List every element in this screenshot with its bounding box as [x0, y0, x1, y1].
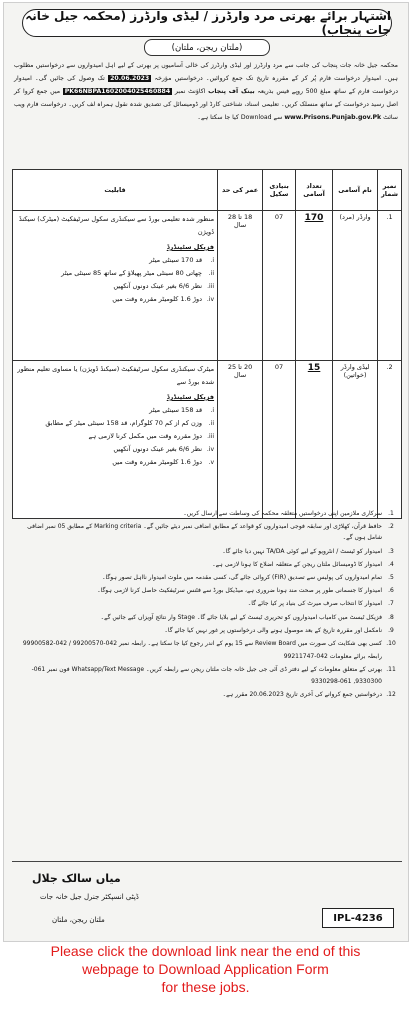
list-item: 11. بھرتی کے متعلق معلومات کے لیے دفتر ڈی آئی جی جیل خانہ جات ملتان ریجن سے رابطہ کریں۔ Whatsapp/Text Message فون نمبر 061-9330300, 061-9330298 — [31, 666, 396, 685]
download-notice-line: webpage to Download Application Form — [82, 961, 329, 977]
row-age: 18 تا 28 سال — [218, 211, 263, 361]
physical-item: iv.نظر 6/6 بغیر عینک دونوں آنکھیں — [113, 445, 215, 453]
signatory-name: میاں سالک جلال — [32, 872, 121, 885]
row-bps: 07 — [263, 361, 296, 519]
physical-standard-title: فزیکل سٹینڈرڈ — [166, 243, 215, 251]
signatory-title: ڈپٹی انسپکٹر جنرل جیل خانہ جات — [40, 893, 139, 901]
signatory-location: ملتان ریجن، ملتان — [52, 916, 105, 924]
list-item: 3. امیدوار کو ٹیسٹ / انٹرویو کے لیے کوئی TA/DA نہیں دیا جائے گا۔ — [222, 547, 394, 555]
qualification-text: منظور شدہ تعلیمی بورڈ سے سیکنڈری سکول سرٹیفکیٹ (میٹرک) سیکنڈ ڈویژن — [18, 215, 215, 236]
ad-title: اشتہار برائے بھرتی مرد وارڈرز / لیڈی وارڈرز (محکمہ جیل خانہ جات پنجاب) — [22, 9, 392, 37]
deadline-prefix: درخواستیں مؤرخہ — [154, 75, 203, 82]
row-post: وارڈر (مرد) — [333, 211, 378, 361]
download-notice — [0, 942, 411, 996]
col-header-age: عمر کی حد — [218, 170, 263, 211]
jobs-table — [12, 169, 402, 519]
col-header-no: نمبر شمار — [378, 170, 402, 211]
physical-item: ii.وزن کم از کم 70 کلوگرام، قد 158 سینٹی میٹر کے مطابق — [45, 419, 215, 427]
list-item: 4. امیدوار کا ڈومیسائل ملتان ریجن کے متعلقہ اضلاع کا ہونا لازمی ہے۔ — [212, 560, 394, 568]
download-notice-line: Please click the download link near the end of this — [50, 943, 361, 959]
row-count-value: 15 — [307, 363, 321, 373]
row-age: 20 تا 25 سال — [218, 361, 263, 519]
list-item: 1. سرکاری ملازمین اپنی درخواستیں متعلقہ محکمہ کی وساطت سے ارسال کریں۔ — [183, 510, 394, 517]
row-no: 1. — [378, 211, 402, 361]
signature-block — [12, 861, 402, 940]
physical-item: ii.چھاتی 80 سینٹی میٹر پھیلاؤ کے ساتھ 85 سینٹی میٹر — [61, 269, 215, 277]
list-item: رابطہ برائے معلومات 042-99211747 — [283, 653, 382, 661]
row-qualification — [13, 211, 218, 361]
website-prefix: درخواست فارم ویب سائٹ — [14, 101, 398, 121]
physical-item: i.قد 158 سینٹی میٹر — [149, 406, 215, 414]
intro-text: محکمہ جیل خانہ جات پنجاب کی جانب سے مرد وارڈرز اور لیڈی وارڈرز کی خالی آسامیوں پر بھرتی کے لیے اہل امیدواروں سے درخواستیں مطلوب ہیں۔ امیدوار درخواست فارم پُر کر کے مقررہ تاریخ تک جمع کروائیں۔ — [14, 62, 399, 82]
row-bps: 07 — [263, 211, 296, 361]
col-header-post: نام آسامی — [333, 170, 378, 211]
row-post: لیڈی وارڈر (خواتین) — [333, 361, 378, 519]
deadline-date: 20.06.2023 — [110, 75, 150, 82]
account-number: PK66NBPA1602004025460884 — [64, 88, 171, 95]
website-suffix: سے Download کیا جا سکتا ہے۔ — [197, 114, 283, 121]
intro-text-2: میں جمع کروا کر اصل رسید درخواست کے ساتھ منسلک کریں۔ تعلیمی اسناد، شناختی کارڈ اور ڈومیسائل کی تصدیق شدہ نقول ہمراہ لف کریں۔ — [14, 88, 398, 108]
website-link[interactable]: www.Prisons.Punjab.gov.Pk — [284, 114, 382, 121]
physical-item: v.دوڑ 1.6 کلومیٹر مقررہ وقت میں — [112, 458, 215, 466]
account-prefix: اکاؤنٹ نمبر — [174, 88, 206, 95]
list-item: 6. امیدوار کا جسمانی طور پر صحت مند ہونا ضروری ہے، میڈیکل بورڈ سے فٹنس سرٹیفکیٹ حاصل کرنا لازمی ہوگا۔ — [97, 587, 394, 595]
intro-paragraph — [14, 59, 398, 124]
col-header-count: تعداد آسامی — [296, 170, 333, 211]
table-header-row — [13, 170, 402, 211]
list-item: 7. امیدوار کا انتخاب صرف میرٹ کی بنیاد پر کیا جائے گا۔ — [247, 600, 394, 608]
ad-subtitle: (ملتان ریجن، ملتان) — [144, 39, 270, 56]
col-header-bps: بنیادی سکیل — [263, 170, 296, 211]
list-item: 5. تمام امیدواروں کی پولیس سے تصدیق (FIR) کروائی جائے گی، کسی مقدمہ میں ملوث امیدوار نااہل تصور ہوگا۔ — [102, 574, 394, 582]
physical-item: iii.نظر 6/6 بغیر عینک دونوں آنکھیں — [113, 282, 215, 290]
physical-standard-title: فزیکل سٹینڈرڈ — [166, 393, 215, 401]
list-item: 10. کسی بھی شکایت کی صورت میں Review Board سے 15 یوم کے اندر رجوع کیا جا سکتا ہے۔ رابطہ نمبر 042-99200570 / 042-99900582 — [22, 640, 396, 648]
row-count — [296, 361, 333, 519]
terms-list — [12, 508, 400, 702]
qualification-text: میٹرک سیکنڈری سکول سرٹیفکیٹ (سیکنڈ ڈویژن) یا مساوی تعلیم منظور شدہ بورڈ سے — [17, 365, 215, 386]
physical-item: i.قد 170 سینٹی میٹر — [149, 256, 215, 264]
row-count — [296, 211, 333, 361]
list-item: 8. فزیکل ٹیسٹ میں کامیاب امیدواروں کو تحریری ٹیسٹ کے لیے بلایا جائے گا۔ Stage وار نتائج آویزاں کیے جائیں گے۔ — [100, 613, 394, 621]
physical-item: iii.دوڑ مقررہ وقت میں مکمل کرنا لازمی ہے — [88, 432, 215, 440]
list-item: 9. نامکمل اور مقررہ تاریخ کے بعد موصول ہونے والی درخواستوں پر غور نہیں کیا جائے گا۔ — [164, 626, 394, 634]
row-count-value: 170 — [304, 213, 324, 223]
deadline-suffix: تک وصول کی جائیں گی۔ امیدوار درخواست فارم کے ساتھ مبلغ 500 روپے فیس بذریعہ — [14, 75, 399, 95]
ipl-reference-badge: IPL-4236 — [322, 908, 394, 928]
table-row — [13, 211, 402, 361]
row-no: 2. — [378, 361, 402, 519]
col-header-qualification: قابلیت — [13, 170, 218, 211]
download-notice-line: for these jobs. — [161, 979, 250, 995]
bank-name: بینک آف پنجاب — [208, 88, 255, 95]
table-row — [13, 361, 402, 519]
physical-item: iv.دوڑ 1.6 کلومیٹر مقررہ وقت میں — [112, 295, 215, 303]
list-item: 12. درخواستیں جمع کروانے کی آخری تاریخ 20.06.2023 مقرر ہے۔ — [222, 690, 396, 698]
advertisement-paper — [3, 2, 409, 942]
row-qualification — [13, 361, 218, 519]
list-item: 2. حافظ قرآن، کھلاڑی اور سابقہ فوجی امیدواروں کو قواعد کے مطابق اضافی نمبر دیئے جائیں گے۔ Marking criteria کے مطابق 05 نمبر اضافی شامل ہوں گے۔ — [27, 523, 394, 542]
